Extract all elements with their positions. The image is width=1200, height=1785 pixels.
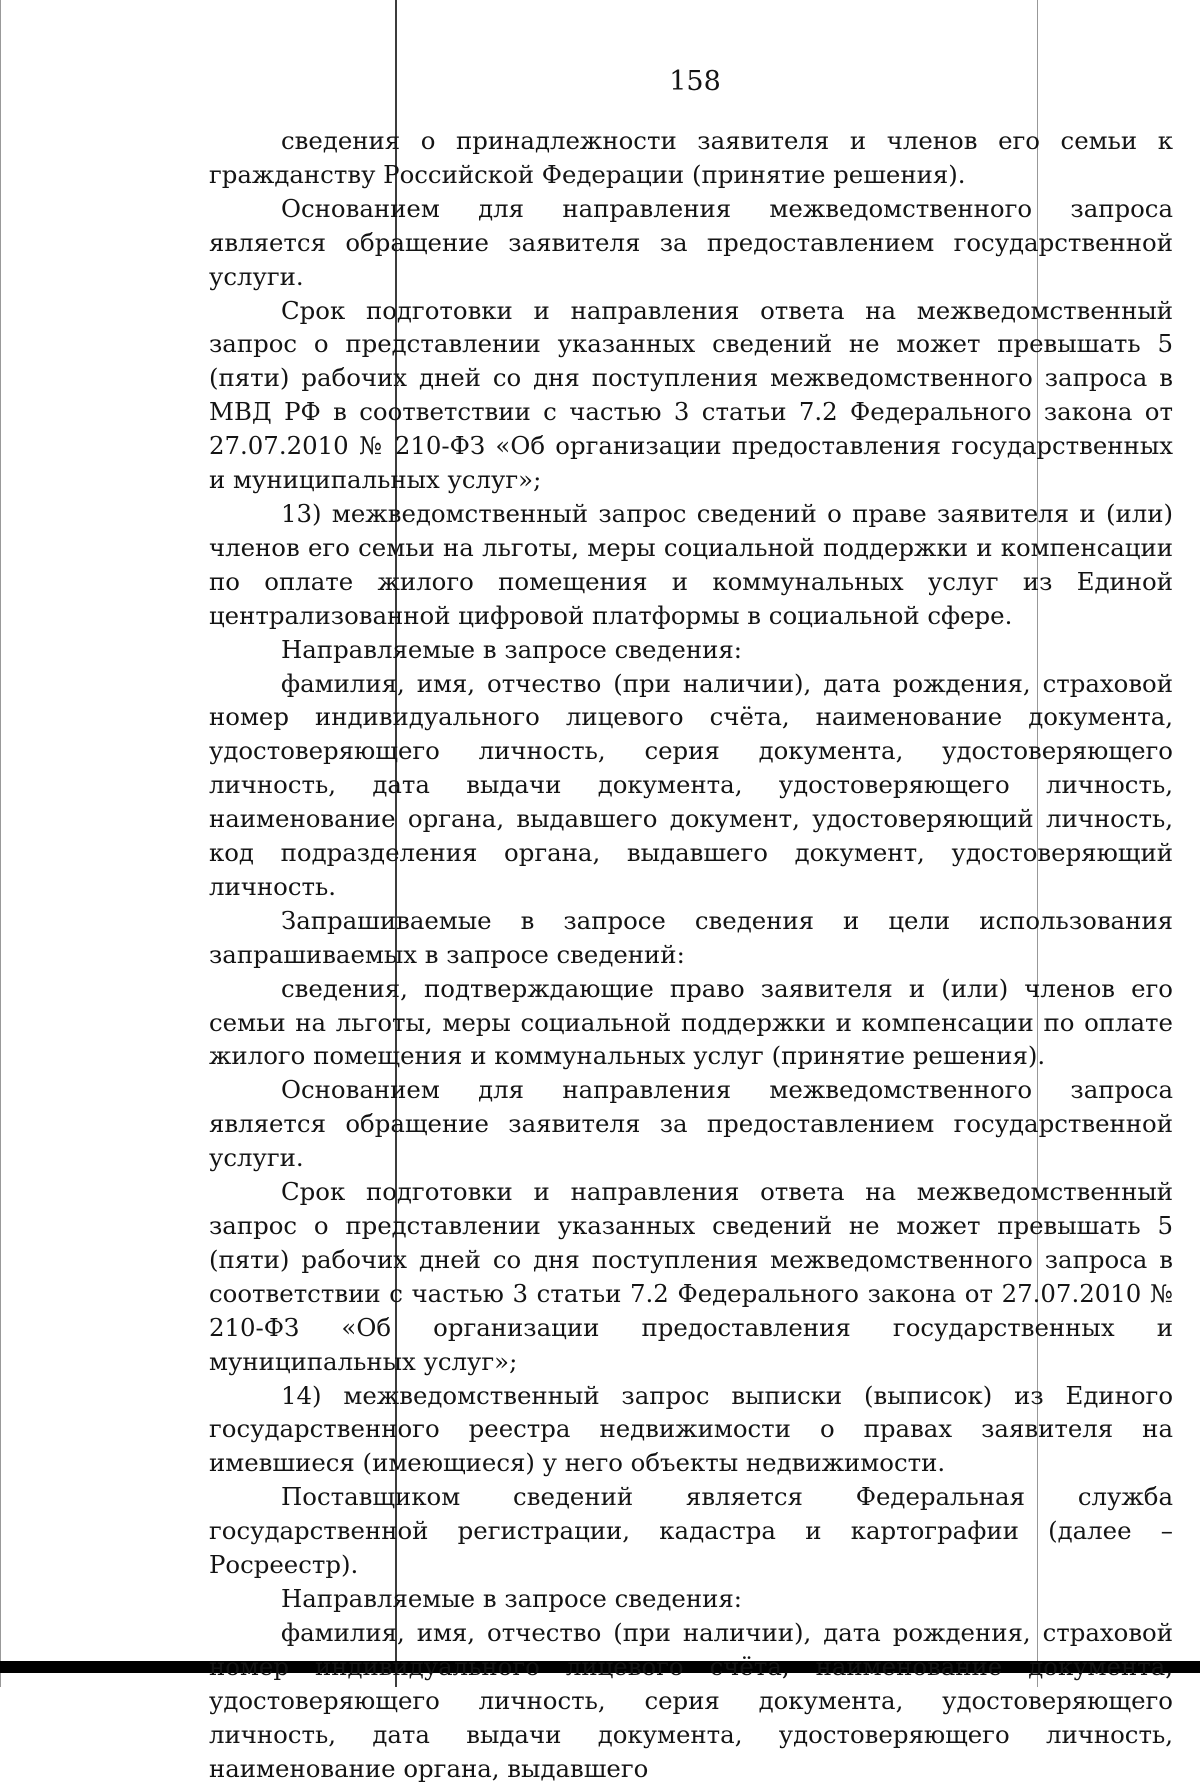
paragraph-item-14: 14) межведомственный запрос выписки (выписок) из Единого государственного реестра недвижимости о правах заявителя на имевшиеся (имеющиеся) у него объекты недвижимости. <box>209 1380 1173 1478</box>
paragraph-sent-data-heading: Направляемые в запросе сведения: <box>281 1583 742 1613</box>
page-number: 158 <box>669 66 721 97</box>
paragraph-item-13: 13) межведомственный запрос сведений о праве заявителя и (или) членов его семьи на льготы, меры социальной поддержки и компенсации по оплате жилого помещения и коммунальных услуг из Единой централизованной цифровой платформы в социальной сфере. <box>209 498 1173 630</box>
document-body <box>209 124 1173 1785</box>
scan-left-edge <box>0 0 1 1687</box>
paragraph-sent-data-list: фамилия, имя, отчество (при наличии), дата рождения, страховой номер индивидуального лицевого счёта, наименование документа, удостоверяющего личность, серия документа, удостоверяющего личность, дата выдачи документа, удостоверяющего личность, наименование органа, выдавшего <box>209 1617 1173 1783</box>
paragraph-request-basis: Основанием для направления межведомственного запроса является обращение заявителя за предоставлением государственной услуги. <box>209 193 1173 291</box>
paragraph-sent-data-list: фамилия, имя, отчество (при наличии), дата рождения, страховой номер индивидуального лицевого счёта, наименование документа, удостоверяющего личность, серия документа, удостоверяющего личность, дата выдачи документа, удостоверяющего личность, наименование органа, выдавшего документ, удостоверяющий личность, код подразделения органа, выдавшего документ, удостоверяющий личность. <box>209 668 1173 901</box>
paragraph-data-provider: Поставщиком сведений является Федеральная служба государственной регистрации, кадастра и картографии (далее – Росреестр). <box>209 1482 1173 1580</box>
paragraph-response-deadline: Срок подготовки и направления ответа на межведомственный запрос о представлении указанных сведений не может превышать 5 (пяти) рабочих дней со дня поступления межведомственного запроса в соответствии с частью 3 статьи 7.2 Федерального закона от 27.07.2010 № 210-ФЗ «Об организации предоставления государственных и муниципальных услуг»; <box>209 1177 1173 1376</box>
paragraph-sent-data-heading: Направляемые в запросе сведения: <box>281 634 742 664</box>
paragraph-request-basis: Основанием для направления межведомственного запроса является обращение заявителя за предоставлением государственной услуги. <box>209 1075 1173 1173</box>
paragraph-citizenship-info: сведения о принадлежности заявителя и членов его семьи к гражданству Российской Федерации (принятие решения). <box>209 126 1173 189</box>
paragraph-requested-data-heading: Запрашиваемые в запросе сведения и цели использования запрашиваемых в запросе сведений: <box>209 905 1173 969</box>
paragraph-requested-data: сведения, подтверждающие право заявителя и (или) членов его семьи на льготы, меры социальной поддержки и компенсации по оплате жилого помещения и коммунальных услуг (принятие решения). <box>209 973 1173 1071</box>
paragraph-response-deadline: Срок подготовки и направления ответа на межведомственный запрос о представлении указанных сведений не может превышать 5 (пяти) рабочих дней со дня поступления межведомственного запроса в МВД РФ в соответствии с частью 3 статьи 7.2 Федерального закона от 27.07.2010 № 210-ФЗ «Об организации предоставления государственных и муниципальных услуг»; <box>209 295 1173 495</box>
